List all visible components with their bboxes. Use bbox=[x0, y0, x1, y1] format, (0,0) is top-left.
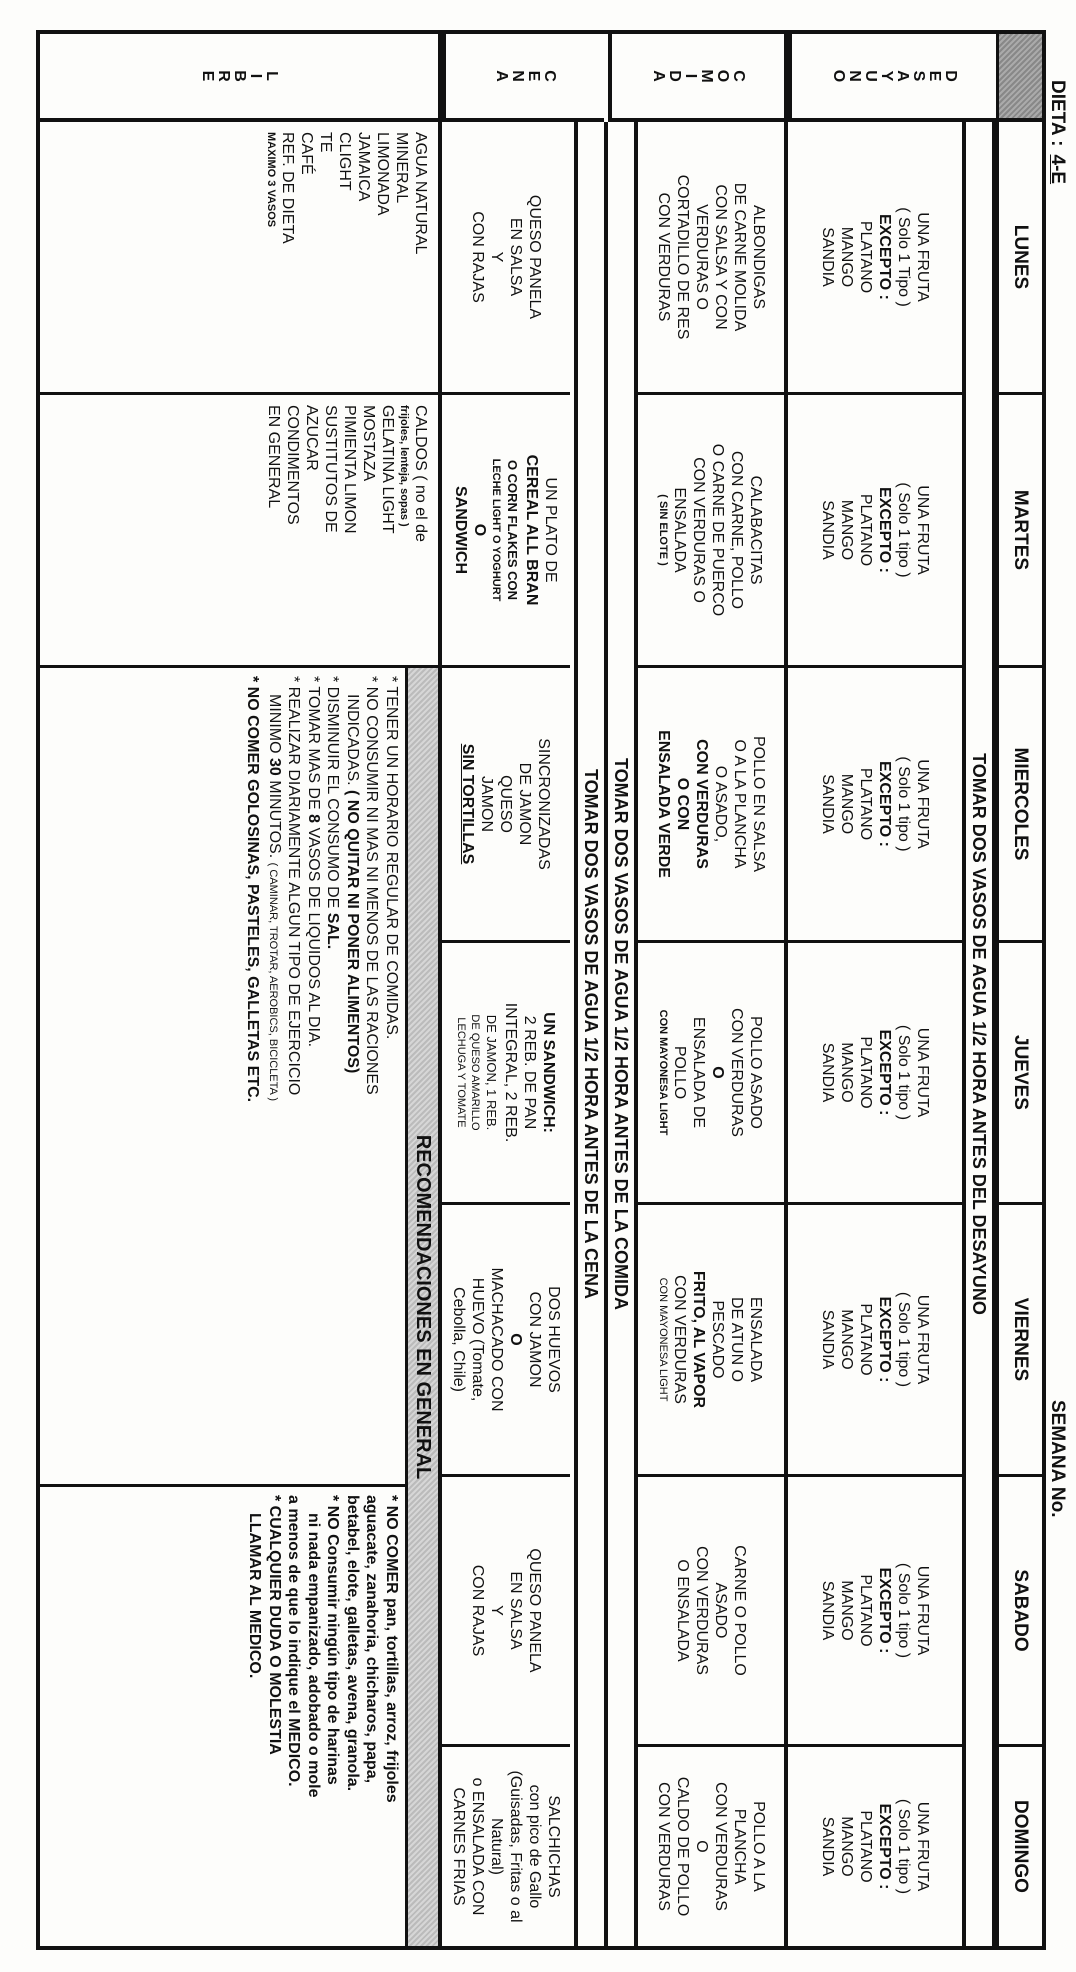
cell-line: MACHACADO CON bbox=[488, 1267, 505, 1412]
cell-line: SIN TORTILLAS bbox=[459, 743, 477, 865]
cell-line: MINERAL bbox=[393, 132, 410, 204]
recommendations-right bbox=[40, 1487, 405, 1946]
breakfast-cell-jueves bbox=[788, 943, 962, 1205]
cell-line: PLANCHA bbox=[731, 1808, 748, 1885]
row-label-letter: N bbox=[846, 70, 863, 82]
row-label-letter: R bbox=[215, 70, 232, 82]
day-header-miercoles: MIERCOLES bbox=[996, 668, 1042, 943]
cell-line: CALDO DE POLLO bbox=[674, 1776, 691, 1917]
recommendation-line bbox=[362, 676, 382, 1476]
cell-line: UNA FRUTA bbox=[914, 1294, 931, 1385]
cell-line: DE JAMON bbox=[516, 762, 534, 846]
meal-plan-table bbox=[36, 30, 1046, 1950]
cell-line: ( Solo 1 tipo ) bbox=[895, 1024, 912, 1121]
cell-line: EN SALSA bbox=[507, 1571, 524, 1650]
cell-line: ALBONDIGAS bbox=[750, 204, 767, 310]
recommendation-line bbox=[263, 676, 285, 1476]
cell-line: MOSTAZA bbox=[360, 405, 377, 482]
cell-line: SANDIA bbox=[819, 500, 836, 560]
cell-line: UNA FRUTA bbox=[914, 212, 931, 302]
cell-line: DOS HUEVOS bbox=[545, 1286, 562, 1393]
row-label-letter: M bbox=[698, 69, 715, 83]
row-label-libre bbox=[40, 34, 438, 122]
cell-line: AGUA NATURAL bbox=[412, 132, 429, 255]
dinner-cell-viernes bbox=[442, 1205, 570, 1477]
cell-line: SINCRONIZADAS bbox=[535, 738, 553, 870]
cell-line: EXCEPTO : bbox=[876, 214, 893, 300]
recommendation-line: LLAMAR AL MEDICO. bbox=[246, 1513, 264, 1679]
free-condiments-list bbox=[40, 395, 438, 668]
cell-line: O CARNE DE PUERCO bbox=[709, 443, 727, 617]
row-label-letter: N bbox=[509, 70, 526, 82]
day-header-jueves: JUEVES bbox=[996, 943, 1042, 1205]
cell-line: POLLO EN SALSA bbox=[750, 735, 767, 873]
cell-line: EXCEPTO : bbox=[876, 487, 893, 573]
cell-line: CON MAYONESA LIGHT bbox=[657, 1009, 670, 1136]
cell-line: O A LA PLANCHA bbox=[731, 739, 748, 869]
cell-line: CON SALSA Y CON bbox=[712, 184, 729, 330]
cell-line: con pico de Gallo bbox=[526, 1784, 543, 1909]
recommendation-line bbox=[382, 676, 402, 1476]
recommendation-line: ni nada empanizado, adobado o mole bbox=[305, 1513, 322, 1798]
lunch-cell-viernes bbox=[638, 1205, 784, 1477]
dinner-cell-domingo bbox=[442, 1747, 570, 1946]
diet-value: 4-E bbox=[1047, 154, 1068, 185]
row-label-letter: C bbox=[730, 70, 747, 82]
cell-line: EXCEPTO : bbox=[876, 1029, 893, 1116]
cell-line: SANDIA bbox=[819, 1042, 836, 1103]
cell-line: CON VERDURAS bbox=[728, 1008, 746, 1137]
cell-line: ( Solo 1 tipo ) bbox=[895, 756, 912, 852]
recommendation-line: * NO Consumir ningún tipo de harinas bbox=[324, 1495, 342, 1785]
row-label-letter: Y bbox=[878, 70, 895, 82]
recommendation-text: MINUTOS. bbox=[266, 775, 283, 863]
breakfast-cell-domingo bbox=[788, 1747, 962, 1946]
cell-line: EN SALSA bbox=[507, 217, 524, 297]
cell-line: CON VERDURAS bbox=[712, 1782, 729, 1911]
cell-line: Cebolla, Chile) bbox=[450, 1287, 467, 1392]
cell-line: CARNES FRIAS bbox=[450, 1787, 467, 1906]
recommendation-text: INDICADAS. bbox=[344, 694, 361, 791]
cell-line: MANGO bbox=[838, 773, 855, 835]
cell-line: O bbox=[471, 523, 489, 537]
cell-line: EXCEPTO : bbox=[876, 1567, 893, 1654]
cell-line: CON RAJAS bbox=[469, 1564, 486, 1657]
cell-line: EXCEPTO : bbox=[876, 1803, 893, 1890]
cell-line: CALABACITAS bbox=[747, 475, 765, 585]
cell-line: SANDIA bbox=[819, 774, 836, 834]
dinner-cell-miercoles bbox=[442, 668, 570, 943]
cell-line: o ENSALADA CON bbox=[469, 1777, 486, 1916]
cell-line: CON VERDURAS bbox=[655, 1782, 672, 1911]
cell-line: EXCEPTO : bbox=[876, 1296, 893, 1383]
recommendation-text: * NO CONSUMIR NI MAS NI MENOS DE LAS RACIONES bbox=[363, 676, 381, 1095]
recommendation-text: * TENER UN HORARIO REGULAR DE COMIDAS. bbox=[383, 676, 400, 1040]
row-label-letter: I bbox=[247, 73, 264, 79]
recommendation-line bbox=[304, 676, 324, 1476]
cell-line: 2 REB. DE PAN bbox=[521, 1015, 538, 1130]
cell-line: UN SANDWICH: bbox=[540, 1012, 557, 1133]
lunch-cell-miercoles bbox=[638, 668, 784, 943]
cell-line: PIMIENTA LIMON bbox=[341, 405, 358, 534]
divider bbox=[784, 34, 788, 1946]
day-header-viernes: VIERNES bbox=[996, 1205, 1042, 1477]
cell-line: HUEVO (Tomate, bbox=[469, 1277, 486, 1402]
recommendation-line: betabel, elote, galletas, avena, granola. bbox=[344, 1495, 361, 1792]
row-label-comida bbox=[608, 34, 784, 122]
breakfast-cell-martes bbox=[788, 395, 962, 668]
cell-line: ENSALADA DE bbox=[690, 1016, 708, 1129]
lunch-cell-domingo bbox=[638, 1747, 784, 1946]
day-header-sabado: SABADO bbox=[996, 1477, 1042, 1747]
cell-line: CON VERDURAS bbox=[671, 1275, 689, 1404]
recommendation-text: ( CAMINAR, TROTAR, AEROBICS, BICICLETA ) bbox=[267, 862, 279, 1101]
cell-line: PLATANO bbox=[857, 1574, 874, 1647]
cell-line: QUESO PANELA bbox=[526, 194, 543, 320]
recommendation-text: SAL. bbox=[324, 912, 342, 950]
row-label-letter: B bbox=[231, 70, 248, 82]
cell-line: PLATANO bbox=[857, 220, 874, 294]
dinner-cell-sabado bbox=[442, 1477, 570, 1747]
cell-line: MANGO bbox=[838, 1042, 855, 1103]
cell-line: ( SIN ELOTE ) bbox=[657, 494, 670, 566]
diet-header bbox=[1046, 80, 1068, 184]
cell-line: ( Solo 1 tipo ) bbox=[895, 1562, 912, 1659]
dinner-cell-martes bbox=[442, 395, 570, 668]
cell-line: UNA FRUTA bbox=[914, 1801, 931, 1892]
cell-line: O bbox=[507, 1333, 524, 1346]
cell-line: O CORN FLAKES CON bbox=[505, 459, 521, 601]
cell-line: frijoles, lenteja, sopas ) bbox=[398, 405, 410, 527]
cell-line: GELATINA LIGHT bbox=[379, 405, 396, 534]
breakfast-cell-miercoles bbox=[788, 668, 962, 943]
recommendation-text: ( NO QUITAR NI PONER ALIMENTOS) bbox=[344, 790, 361, 1074]
cell-line: SANDIA bbox=[819, 1580, 836, 1641]
cell-line: UNA FRUTA bbox=[914, 485, 931, 575]
cell-line: ( Solo 1 Tipo ) bbox=[895, 207, 912, 307]
cell-line: ( Solo 1 tipo ) bbox=[895, 1798, 912, 1895]
recommendation-line bbox=[284, 676, 304, 1476]
cell-line: CONDIMENTOS bbox=[284, 405, 301, 525]
recommendation-text: * DISMINUIR EL CONSUMO DE bbox=[324, 676, 342, 913]
recommendation-line: a menos de que lo indique el MEDICO. bbox=[285, 1495, 303, 1787]
cell-line: ENSALADA bbox=[747, 1296, 765, 1383]
cell-line: CON CARNE, POLLO bbox=[728, 450, 746, 610]
recommendations-title: RECOMENDACIONES EN GENERAL bbox=[405, 668, 438, 1946]
day-header-lunes: LUNES bbox=[996, 122, 1042, 395]
cell-line: SANDIA bbox=[819, 227, 836, 287]
lunch-cell-lunes bbox=[638, 122, 784, 395]
cell-line: PESCADO bbox=[709, 1300, 727, 1379]
recommendation-text: 8 bbox=[305, 814, 322, 824]
cell-line: CON VERDURAS bbox=[655, 192, 672, 322]
cell-line: SANDIA bbox=[819, 1816, 836, 1877]
cell-line: MANGO bbox=[838, 1580, 855, 1641]
cell-line: MANGO bbox=[838, 226, 855, 288]
cell-line: Y bbox=[488, 1605, 505, 1616]
lunch-cell-sabado bbox=[638, 1477, 784, 1747]
cell-line: O bbox=[693, 1840, 710, 1853]
cell-line: UNA FRUTA bbox=[914, 759, 931, 849]
cell-line: PLATANO bbox=[857, 767, 874, 841]
recommendation-text: 30 bbox=[266, 758, 283, 776]
day-header-domingo: DOMINGO bbox=[996, 1747, 1042, 1946]
cell-line: INTEGRAL, 2 REB. bbox=[502, 1002, 519, 1143]
row-label-letter: D bbox=[942, 70, 959, 82]
row-label-letter: A bbox=[894, 70, 911, 82]
recommendation-line bbox=[243, 676, 263, 1476]
cell-line: PLATANO bbox=[857, 493, 874, 567]
cell-line: CORTADILLO DE RES bbox=[674, 174, 691, 340]
cell-line: PLATANO bbox=[857, 1036, 874, 1109]
recommendation-line bbox=[323, 676, 343, 1476]
cell-line: LIMONADA bbox=[374, 132, 391, 216]
cell-line: POLLO A LA bbox=[750, 1801, 767, 1892]
row-label-letter: O bbox=[830, 69, 847, 83]
cell-line: UNA FRUTA bbox=[914, 1027, 931, 1118]
row-label-letter: L bbox=[263, 71, 280, 81]
row-label-letter: A bbox=[650, 70, 667, 82]
row-label-letter: U bbox=[862, 70, 879, 82]
recommendation-text: * REALIZAR DIARIAMENTE ALGUN TIPO DE EJERCICIO bbox=[285, 676, 303, 1096]
cell-line: CON MAYONESA LIGHT bbox=[657, 1277, 670, 1402]
cell-line: VERDURAS O bbox=[693, 204, 710, 310]
cell-line: DE ATUN O bbox=[728, 1296, 746, 1383]
cell-line: Natural) bbox=[488, 1818, 505, 1875]
dinner-cell-jueves bbox=[442, 943, 570, 1205]
dinner-water-note: TOMAR DOS VASOS DE AGUA 1/2 HORA ANTES DE LA CENA bbox=[574, 122, 604, 1946]
cell-line: MANGO bbox=[838, 499, 855, 561]
breakfast-cell-sabado bbox=[788, 1477, 962, 1747]
cell-line: PLATANO bbox=[857, 1810, 874, 1883]
recommendations-panel bbox=[40, 668, 438, 1946]
cell-line: O ENSALADA bbox=[674, 1559, 691, 1662]
cell-line: QUESO PANELA bbox=[526, 1548, 543, 1673]
cell-line: TE bbox=[317, 132, 334, 153]
cell-line: Y bbox=[488, 251, 505, 263]
cell-line: POLLO bbox=[671, 1045, 689, 1100]
row-label-letter: C bbox=[541, 70, 558, 82]
recommendation-line: aguacate, zanahoria, chicharos, papa, bbox=[363, 1495, 381, 1784]
cell-line: CAFÉ bbox=[298, 132, 315, 175]
free-drinks-list bbox=[40, 122, 438, 395]
cell-line: O bbox=[709, 1066, 727, 1079]
recommendation-line bbox=[343, 676, 363, 1476]
recommendations-left bbox=[40, 668, 405, 1487]
cell-line: CARNE O POLLO bbox=[731, 1545, 748, 1676]
row-label-cena bbox=[442, 34, 604, 122]
cell-line: O CON bbox=[674, 777, 691, 831]
row-label-letter: D bbox=[666, 70, 683, 82]
cell-line: PLATANO bbox=[857, 1303, 874, 1376]
row-label-desayuno bbox=[788, 34, 996, 122]
cell-line: ENSALADA bbox=[671, 487, 689, 573]
week-number-label: SEMANA No. bbox=[1047, 1400, 1068, 1518]
cell-line: CEREAL ALL BRAN bbox=[523, 454, 541, 606]
recommendation-line: * CUALQUIER DUDA O MOLESTIA bbox=[266, 1495, 283, 1755]
cell-line: ASADO bbox=[712, 1582, 729, 1639]
cell-line: ( Solo 1 tipo ) bbox=[895, 482, 912, 578]
row-label-letter: E bbox=[926, 70, 943, 82]
recommendation-text: MINIMO bbox=[266, 694, 283, 758]
cell-line: DE JAMON, 1 REB. bbox=[484, 1014, 499, 1131]
lunch-cell-martes bbox=[638, 395, 784, 668]
recommendation-text: * TOMAR MAS DE bbox=[305, 676, 322, 815]
row-label-letter: O bbox=[714, 69, 731, 83]
cell-line: CALDOS ( no el de bbox=[412, 405, 429, 542]
row-label-letter: I bbox=[682, 73, 699, 79]
cell-line: REF. DE DIETA bbox=[279, 132, 296, 244]
row-label-letter: A bbox=[493, 70, 510, 82]
cell-line: O ASADO, bbox=[712, 765, 729, 843]
cell-line: EXCEPTO : bbox=[876, 761, 893, 847]
lunch-water-note: TOMAR DOS VASOS DE AGUA 1/2 HORA ANTES DE LA COMIDA bbox=[604, 122, 638, 1946]
recommendation-line: * NO COMER pan, tortillas, arroz, frijoles bbox=[383, 1495, 400, 1803]
cell-line: UN PLATO DE bbox=[542, 477, 560, 583]
cell-line: MANGO bbox=[838, 1309, 855, 1370]
recommendation-text: VASOS DE LIQUIDOS AL DIA. bbox=[305, 823, 322, 1048]
cell-line: UNA FRUTA bbox=[914, 1565, 931, 1656]
cell-line: QUESO bbox=[497, 775, 515, 833]
cell-line: POLLO ASADO bbox=[747, 1016, 765, 1129]
recommendation-text: * NO COMER GOLOSINAS, PASTELES, GALLETAS ETC. bbox=[244, 676, 262, 1103]
lunch-cell-jueves bbox=[638, 943, 784, 1205]
cell-line: SANDIA bbox=[819, 1309, 836, 1370]
breakfast-cell-viernes bbox=[788, 1205, 962, 1477]
cell-line: JAMON bbox=[478, 776, 496, 832]
row-label-letter: S bbox=[910, 70, 927, 82]
cell-line: (Guisadas, Fritas o al bbox=[507, 1770, 524, 1923]
cell-line: SUSTITUTOS DE bbox=[322, 405, 339, 533]
cell-line: FRITO, AL VAPOR bbox=[690, 1270, 708, 1409]
breakfast-water-note: TOMAR DOS VASOS DE AGUA 1/2 HORA ANTES DEL DESAYUNO bbox=[962, 122, 996, 1946]
cell-line: ( Solo 1 tipo ) bbox=[895, 1291, 912, 1388]
cell-line: SALCHICHAS bbox=[545, 1795, 562, 1898]
cell-line: EN GENERAL bbox=[265, 405, 282, 509]
divider bbox=[438, 34, 442, 1946]
cell-line: CON VERDURAS O bbox=[690, 457, 708, 603]
cell-line: SANDWICH bbox=[452, 486, 470, 574]
cell-line: CON RAJAS bbox=[469, 211, 486, 303]
cell-line: AZUCAR bbox=[303, 405, 320, 471]
table-corner bbox=[996, 34, 1042, 122]
breakfast-cell-lunes bbox=[788, 122, 962, 395]
cell-line: ENSALADA VERDE bbox=[655, 730, 672, 878]
diet-label: DIETA : bbox=[1047, 80, 1068, 147]
cell-line: LECHE LIGHT O YOGHURT bbox=[490, 458, 503, 602]
day-header-martes: MARTES bbox=[996, 395, 1042, 668]
cell-line: DE QUESO AMARILLO bbox=[469, 1014, 481, 1131]
cell-line: LECHUGA Y TOMATE bbox=[455, 1017, 467, 1128]
dinner-cell-lunes bbox=[442, 122, 570, 395]
cell-line: MAXIMO 3 VASOS bbox=[265, 132, 277, 228]
cell-line: CLIGHT bbox=[336, 132, 353, 191]
row-label-letter: E bbox=[525, 70, 542, 82]
cell-line: DE CARNE MOLIDA bbox=[731, 182, 748, 332]
row-label-letter: E bbox=[199, 70, 216, 82]
cell-line: CON VERDURAS bbox=[693, 1546, 710, 1675]
cell-line: CON JAMON bbox=[526, 1291, 543, 1388]
cell-line: CON VERDURAS bbox=[693, 739, 710, 869]
cell-line: MANGO bbox=[838, 1816, 855, 1877]
cell-line: JAMAICA bbox=[355, 132, 372, 202]
